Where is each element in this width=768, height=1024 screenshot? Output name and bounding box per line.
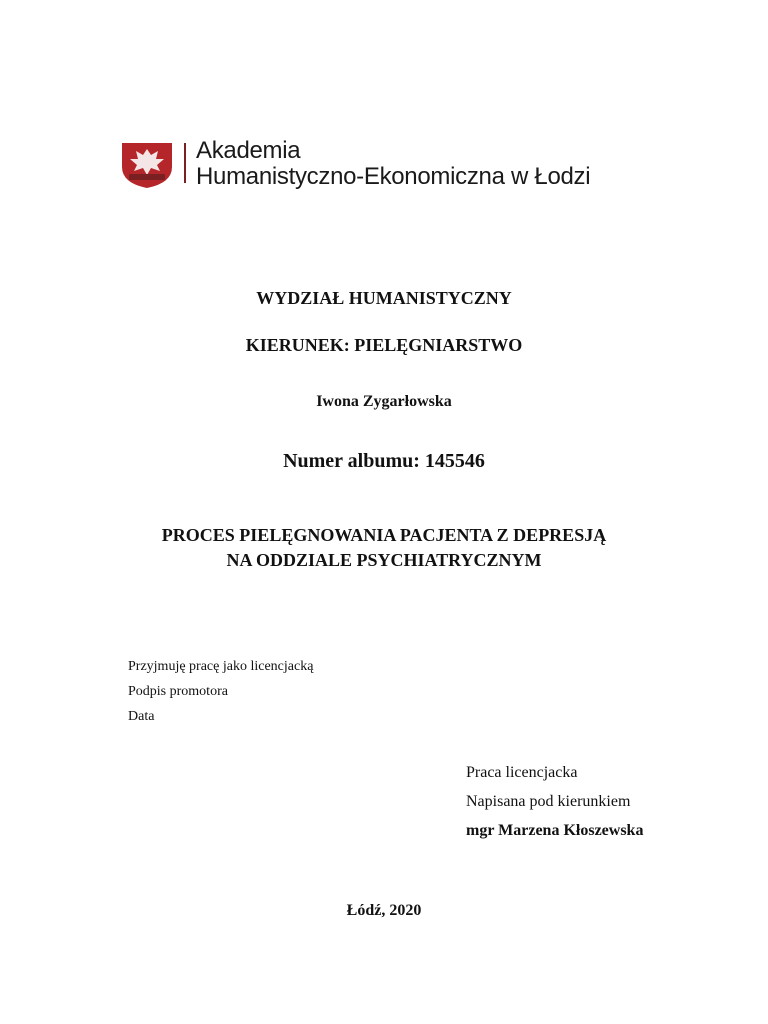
faculty-heading: WYDZIAŁ HUMANISTYCZNY <box>256 288 512 308</box>
written-under-label: Napisana pod kierunkiem <box>466 793 631 810</box>
acceptance-text: Przyjmuję pracę jako licencjacką <box>128 659 314 674</box>
supervisor-name: mgr Marzena Kłoszewska <box>466 822 644 839</box>
supervisor-signature-label: Podpis promotora <box>128 684 228 699</box>
logo-divider <box>184 143 186 183</box>
university-logo <box>118 137 591 197</box>
place-and-year: Łódź, 2020 <box>346 902 422 919</box>
university-name-line1: Akademia <box>196 137 301 164</box>
thesis-title-line2: NA ODDZIALE PSYCHIATRYCZNYM <box>226 550 542 570</box>
thesis-type: Praca licencjacka <box>466 764 578 781</box>
thesis-title-line1: PROCES PIELĘGNOWANIA PACJENTA Z DEPRESJĄ <box>161 525 607 545</box>
author-name: Iwona Zygarłowska <box>316 393 452 410</box>
university-seal-icon <box>118 137 176 189</box>
date-label: Data <box>128 709 155 724</box>
university-name-line2: Humanistyczno-Ekonomiczna w Łodzi <box>196 163 591 190</box>
album-number: Numer albumu: 145546 <box>283 450 485 472</box>
field-of-study: KIERUNEK: PIELĘGNIARSTWO <box>245 335 523 355</box>
